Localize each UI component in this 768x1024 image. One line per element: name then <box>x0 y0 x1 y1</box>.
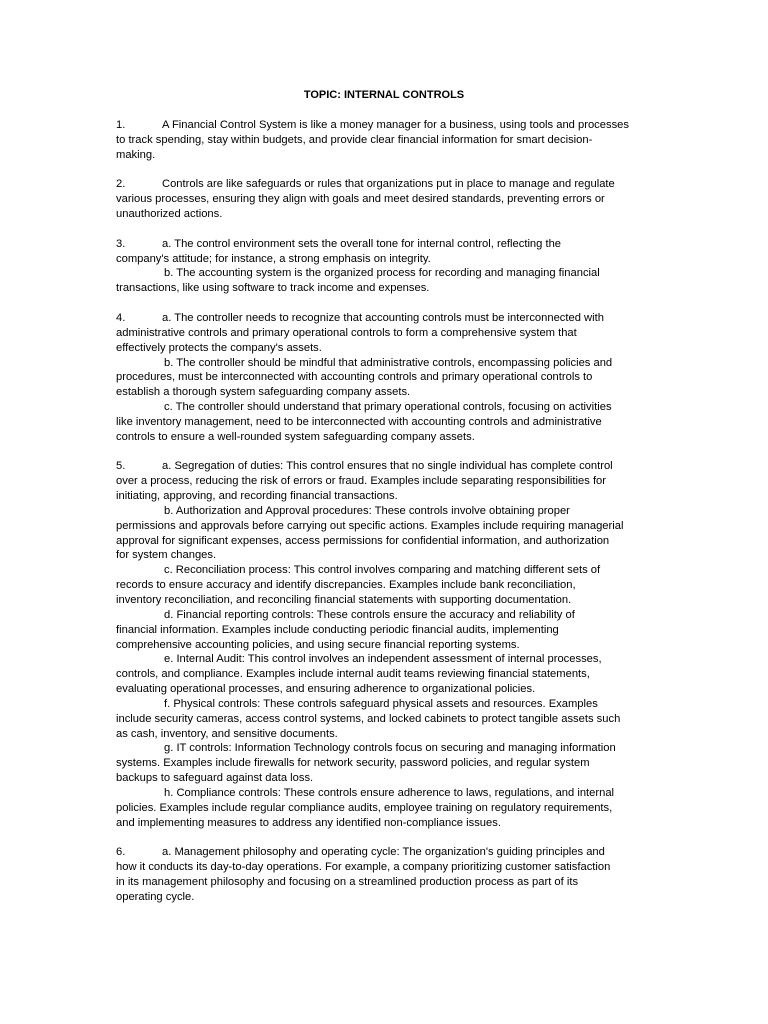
line-text: a. Segregation of duties: This control ensures that no single individual has complete control <box>162 460 613 473</box>
line-text: controls, and compliance. Examples include internal audit teams reviewing financial statements, <box>116 668 590 681</box>
list-item <box>116 237 650 296</box>
text-line <box>116 430 650 445</box>
item-number: 5. <box>116 460 126 473</box>
line-text: evaluating operational processes, and ensuring adherence to organizational policies. <box>116 683 536 696</box>
line-text: establish a thorough system safeguarding company assets. <box>116 386 411 399</box>
text-line <box>116 519 650 534</box>
line-text: to track spending, stay within budgets, and provide clear financial information for smart decision- <box>116 133 593 146</box>
line-text: financial information. Examples include conducting periodic financial audits, implementing <box>116 623 559 636</box>
line-text: company's attitude; for instance, a strong emphasis on integrity. <box>116 252 431 265</box>
line-text: in its management philosophy and focusing on a streamlined production process as part of its <box>116 876 579 889</box>
text-line <box>116 875 650 890</box>
text-line <box>116 177 650 192</box>
text-line <box>116 563 650 578</box>
document-body <box>116 118 650 920</box>
line-text: f. Physical controls: These controls safeguard physical assets and resources. Examples <box>164 697 598 710</box>
text-line <box>116 682 650 697</box>
text-line <box>116 400 650 415</box>
text-line <box>116 266 650 281</box>
line-text: systems. Examples include firewalls for network security, password policies, and regular system <box>116 757 590 770</box>
line-text: making. <box>116 148 156 161</box>
line-text: various processes, ensuring they align with goals and meet desired standards, preventing errors or <box>116 193 605 206</box>
line-text: c. Reconciliation process: This control involves comparing and matching different sets of <box>164 564 601 577</box>
line-text: controls to ensure a well-rounded system safeguarding company assets. <box>116 430 475 443</box>
line-text: e. Internal Audit: This control involves an independent assessment of internal processes, <box>164 653 602 666</box>
text-line <box>116 771 650 786</box>
item-number: 4. <box>116 311 126 324</box>
text-line <box>116 608 650 623</box>
line-text: backups to safeguard against data loss. <box>116 772 314 785</box>
text-line <box>116 489 650 504</box>
item-number: 3. <box>116 237 126 250</box>
text-line <box>116 385 650 400</box>
text-line <box>116 192 650 207</box>
line-text: permissions and approvals before carrying out specific actions. Examples include requiring managerial <box>116 519 624 532</box>
line-text: approval for significant expenses, access permissions for confidential information, and authorization <box>116 534 610 547</box>
text-line <box>116 133 650 148</box>
text-line <box>116 326 650 341</box>
text-line <box>116 623 650 638</box>
list-item <box>116 118 650 163</box>
line-text: d. Financial reporting controls: These controls ensure the accuracy and reliability of <box>164 608 575 621</box>
line-text: for system changes. <box>116 549 217 562</box>
text-line <box>116 281 650 296</box>
text-line <box>116 207 650 222</box>
item-number: 6. <box>116 846 126 859</box>
text-line <box>116 741 650 756</box>
line-text: comprehensive accounting policies, and using secure financial reporting systems. <box>116 638 520 651</box>
line-text: transactions, like using software to track income and expenses. <box>116 282 430 295</box>
text-line <box>116 341 650 356</box>
text-line <box>116 356 650 371</box>
text-line <box>116 845 650 860</box>
line-text: unauthorized actions. <box>116 208 223 221</box>
text-line <box>116 548 650 563</box>
text-line <box>116 801 650 816</box>
list-item <box>116 845 650 904</box>
list-item <box>116 177 650 222</box>
line-text: records to ensure accuracy and identify discrepancies. Examples include bank reconciliation, <box>116 579 576 592</box>
line-text: h. Compliance controls: These controls ensure adherence to laws, regulations, and internal <box>164 786 615 799</box>
line-text: administrative controls and primary operational controls to form a comprehensive system that <box>116 326 577 339</box>
text-line <box>116 578 650 593</box>
text-line <box>116 816 650 831</box>
line-text: like inventory management, need to be interconnected with accounting controls and administrative <box>116 415 602 428</box>
text-line <box>116 786 650 801</box>
text-line <box>116 890 650 905</box>
line-text: b. Authorization and Approval procedures: These controls involve obtaining proper <box>164 504 570 517</box>
text-line <box>116 370 650 385</box>
page-title: TOPIC: INTERNAL CONTROLS <box>303 89 465 101</box>
line-text: and implementing measures to address any identified non-compliance issues. <box>116 816 501 829</box>
line-text: over a process, reducing the risk of errors or fraud. Examples include separating responsibilities for <box>116 475 606 488</box>
line-text: operating cycle. <box>116 890 195 903</box>
text-line <box>116 237 650 252</box>
text-line <box>116 534 650 549</box>
line-text: effectively protects the company's assets. <box>116 341 322 354</box>
text-line <box>116 148 650 163</box>
line-text: g. IT controls: Information Technology controls focus on securing and managing information <box>164 742 616 755</box>
line-text: initiating, approving, and recording financial transactions. <box>116 490 398 503</box>
line-text: b. The controller should be mindful that administrative controls, encompassing policies and <box>164 356 613 369</box>
line-text: a. The controller needs to recognize that accounting controls must be interconnected with <box>162 311 604 324</box>
text-line <box>116 712 650 727</box>
text-line <box>116 756 650 771</box>
text-line <box>116 638 650 653</box>
text-line <box>116 727 650 742</box>
line-text: include security cameras, access control systems, and locked cabinets to protect tangible assets such <box>116 712 621 725</box>
text-line <box>116 474 650 489</box>
text-line <box>116 652 650 667</box>
line-text: A Financial Control System is like a money manager for a business, using tools and processes <box>162 119 629 131</box>
text-line <box>116 459 650 474</box>
line-text: as cash, inventory, and sensitive documents. <box>116 727 338 740</box>
line-text: b. The accounting system is the organized process for recording and managing financial <box>164 267 600 280</box>
line-text: how it conducts its day-to-day operations. For example, a company prioritizing customer satisfaction <box>116 861 611 874</box>
text-line <box>116 593 650 608</box>
line-text: inventory reconciliation, and reconciling financial statements with supporting documentation. <box>116 594 572 606</box>
text-line <box>116 697 650 712</box>
item-number: 2. <box>116 178 126 191</box>
text-line <box>116 667 650 682</box>
line-text: a. The control environment sets the overall tone for internal control, reflecting the <box>162 237 562 250</box>
text-line <box>116 504 650 519</box>
text-line <box>116 415 650 430</box>
line-text: a. Management philosophy and operating cycle: The organization's guiding principles and <box>162 846 605 859</box>
line-text: Controls are like safeguards or rules that organizations put in place to manage and regulate <box>162 178 615 191</box>
line-text: procedures, must be interconnected with accounting controls and primary operational controls to <box>116 371 593 384</box>
list-item <box>116 459 650 830</box>
line-text: c. The controller should understand that primary operational controls, focusing on activities <box>164 401 612 414</box>
item-number: 1. <box>116 119 126 131</box>
text-line <box>116 252 650 267</box>
list-item <box>116 311 650 445</box>
text-line <box>116 860 650 875</box>
line-text: policies. Examples include regular compliance audits, employee training on regulatory requirements, <box>116 801 613 814</box>
text-line <box>116 311 650 326</box>
text-line <box>116 118 650 133</box>
